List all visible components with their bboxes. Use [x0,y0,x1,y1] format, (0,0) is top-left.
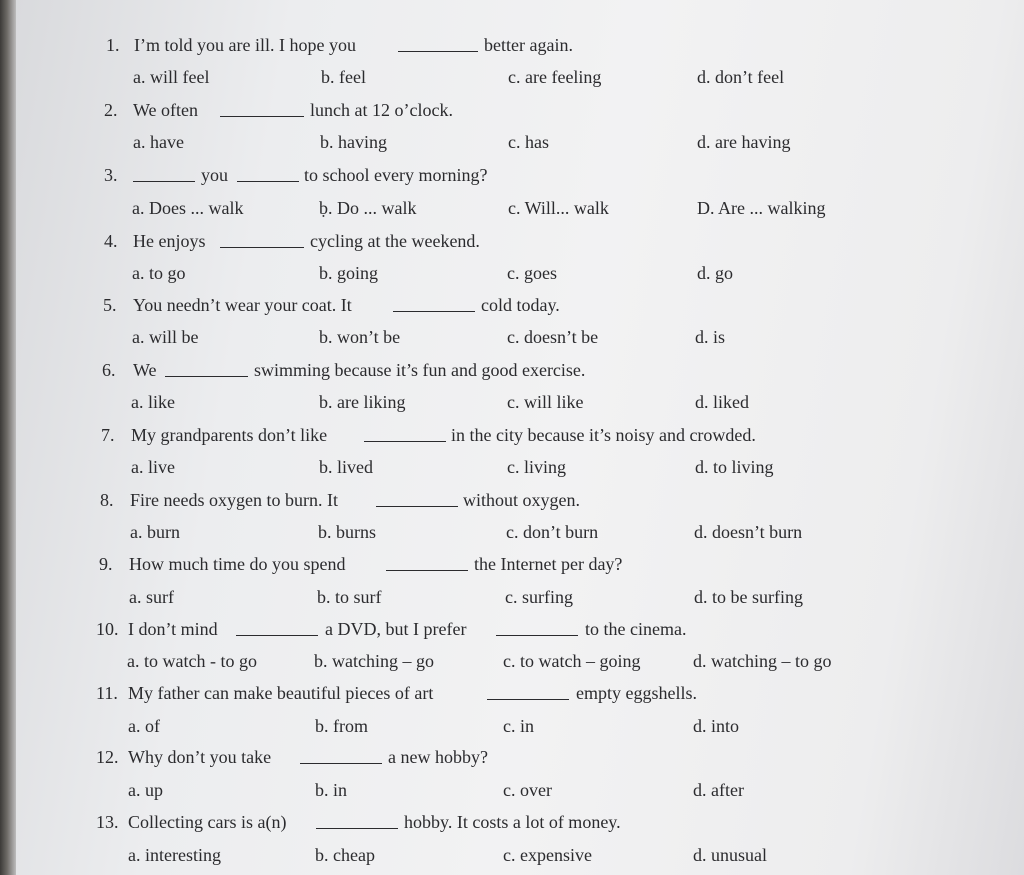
question-text: Collecting cars is a(n) [128,812,287,832]
question-text: You needn’t wear your coat. It [133,295,352,315]
question-row [0,614,1024,644]
option-c: c. are feeling [508,67,602,87]
option-b: b. burns [318,522,376,542]
options-row [0,62,1024,92]
question-number: 8. [100,490,114,510]
question-text: Why don’t you take [128,747,272,767]
answer-blank [237,181,299,182]
option-b: b. won’t be [319,327,401,347]
question-text: better again. [484,35,573,55]
question-row [0,420,1024,450]
question-text: lunch at 12 o’clock. [310,100,453,120]
answer-blank [393,311,475,312]
question-text: to school every morning? [304,165,488,185]
answer-blank [386,570,468,571]
question-text: to the cinema. [585,619,687,639]
question-number: 9. [99,554,113,574]
option-b: b. watching – go [314,651,434,671]
options-row [0,322,1024,352]
option-a: a. will feel [133,67,210,87]
option-a: a. to go [132,263,186,283]
answer-blank [300,763,382,764]
option-d: d. to living [695,457,774,477]
question-number: 13. [96,812,119,832]
answer-blank [496,635,578,636]
option-c: c. doesn’t be [507,327,599,347]
option-b: b. having [320,132,387,152]
options-row [0,646,1024,676]
option-b: b. cheap [315,845,375,865]
question-row [0,290,1024,320]
option-a: a. live [131,457,175,477]
option-d: d. is [695,327,726,347]
option-b: ḅ. Do ... walk [319,198,417,218]
option-d: d. go [697,263,733,283]
option-c: c. expensive [503,845,592,865]
question-number: 3. [104,165,118,185]
question-number: 10. [96,619,119,639]
option-b: b. feel [321,67,366,87]
option-c: c. to watch – going [503,651,641,671]
question-row [0,226,1024,256]
options-row [0,711,1024,741]
answer-blank [364,441,446,442]
question-row [0,160,1024,190]
question-row [0,355,1024,385]
question-text: a new hobby? [388,747,488,767]
option-a: a. have [133,132,184,152]
option-b: b. to surf [317,587,382,607]
option-c: c. over [503,780,552,800]
question-row [0,95,1024,125]
question-row [0,678,1024,708]
question-number: 6. [102,360,116,380]
question-text: hobby. It costs a lot of money. [404,812,621,832]
question-text: cold today. [481,295,560,315]
options-row [0,452,1024,482]
option-d: D. Are ... walking [697,198,826,218]
option-a: a. Does ... walk [132,198,244,218]
option-c: c. Will... walk [508,198,609,218]
question-number: 12. [96,747,119,767]
option-d: d. doesn’t burn [694,522,803,542]
answer-blank [165,376,248,377]
option-d: d. are having [697,132,791,152]
question-text: the Internet per day? [474,554,623,574]
option-c: c. don’t burn [506,522,599,542]
options-row [0,517,1024,547]
option-a: a. interesting [128,845,221,865]
option-c: c. surfing [505,587,573,607]
option-d: d. liked [695,392,749,412]
option-d: d. watching – to go [693,651,832,671]
option-b: b. are liking [319,392,406,412]
option-c: c. will like [507,392,584,412]
question-text: We [133,360,157,380]
answer-blank [220,247,304,248]
question-number: 1. [106,35,120,55]
option-b: b. in [315,780,348,800]
question-row [0,807,1024,837]
option-a: a. surf [129,587,174,607]
question-row [0,485,1024,515]
option-b: b. lived [319,457,373,477]
options-row [0,127,1024,157]
question-text: Fire needs oxygen to burn. It [130,490,338,510]
option-a: a. will be [132,327,199,347]
question-text: cycling at the weekend. [310,231,480,251]
answer-blank [133,181,195,182]
option-a: a. like [131,392,175,412]
question-number: 4. [104,231,118,251]
option-d: d. don’t feel [697,67,785,87]
option-d: d. unusual [693,845,767,865]
question-text: How much time do you spend [129,554,346,574]
option-c: c. goes [507,263,557,283]
answer-blank [398,51,478,52]
options-row [0,258,1024,288]
option-d: d. into [693,716,740,736]
answer-blank [236,635,318,636]
option-a: a. of [128,716,160,736]
options-row [0,387,1024,417]
question-number: 2. [104,100,118,120]
question-text: I don’t mind [128,619,218,639]
answer-blank [487,699,569,700]
option-a: a. up [128,780,163,800]
question-text: We often [133,100,199,120]
option-c: c. living [507,457,566,477]
question-row [0,742,1024,772]
option-d: d. to be surfing [694,587,803,607]
options-row [0,582,1024,612]
option-a: a. to watch - to go [127,651,257,671]
option-d: d. after [693,780,744,800]
question-text: He enjoys [133,231,206,251]
question-text: My grandparents don’t like [131,425,328,445]
question-text: you [201,165,228,185]
question-text: My father can make beautiful pieces of art [128,683,434,703]
answer-blank [316,828,398,829]
option-b: b. going [319,263,379,283]
question-text: in the city because it’s noisy and crowded. [451,425,756,445]
question-row [0,30,1024,60]
question-text: empty eggshells. [576,683,697,703]
question-number: 5. [103,295,117,315]
options-row [0,193,1024,223]
answer-blank [220,116,304,117]
question-text: a DVD, but I prefer [325,619,467,639]
question-text: swimming because it’s fun and good exercise. [254,360,586,380]
question-text: without oxygen. [463,490,580,510]
question-number: 11. [96,683,118,703]
answer-blank [376,506,458,507]
option-c: c. in [503,716,534,736]
option-c: c. has [508,132,549,152]
option-a: a. burn [130,522,180,542]
option-b: b. from [315,716,368,736]
question-text: I’m told you are ill. I hope you [134,35,356,55]
options-row [0,840,1024,870]
question-row [0,549,1024,579]
question-number: 7. [101,425,115,445]
options-row [0,775,1024,805]
